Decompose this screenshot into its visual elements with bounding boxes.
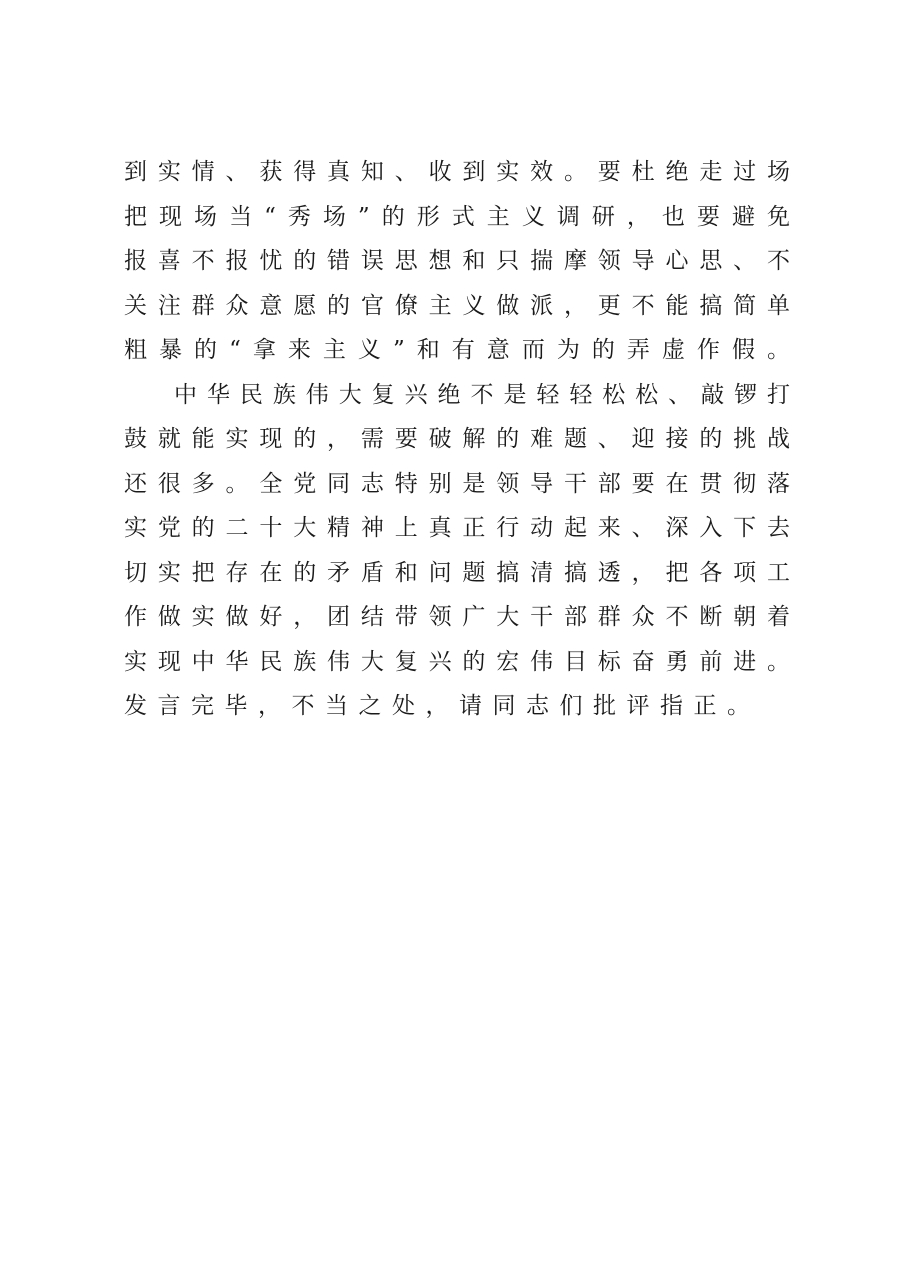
- paragraph-1: [124, 150, 790, 373]
- text-line: 还很多。全党同志特别是领导干部要在贯彻落: [124, 470, 790, 497]
- text-line: 中华民族伟大复兴绝不是轻轻松松、敲锣打: [174, 381, 790, 408]
- text-line: 实现中华民族伟大复兴的宏伟目标奋勇前进。: [124, 648, 790, 675]
- text-line: 到实情、获得真知、收到实效。要杜绝走过场: [124, 159, 790, 185]
- text-line: 实党的二十大精神上真正行动起来、深入下去: [124, 515, 790, 541]
- text-line: 作做实做好，团结带领广大干部群众不断朝着: [124, 604, 790, 630]
- document-body: [124, 150, 790, 729]
- text-line: 粗暴的“拿来主义”和有意而为的弄虚作假。: [124, 337, 790, 363]
- text-line: 报喜不报忧的错误思想和只揣摩领导心思、不: [124, 248, 790, 274]
- text-line: 切实把存在的矛盾和问题搞清搞透，把各项工: [124, 559, 790, 586]
- text-line: 发言完毕，不当之处，请同志们批评指正。: [124, 693, 761, 719]
- paragraph-2: [124, 373, 790, 729]
- text-line: 鼓就能实现的，需要破解的难题、迎接的挑战: [124, 426, 790, 452]
- text-line: 把现场当“秀场”的形式主义调研，也要避免: [124, 203, 790, 230]
- text-line: 关注群众意愿的官僚主义做派，更不能搞简单: [124, 292, 790, 319]
